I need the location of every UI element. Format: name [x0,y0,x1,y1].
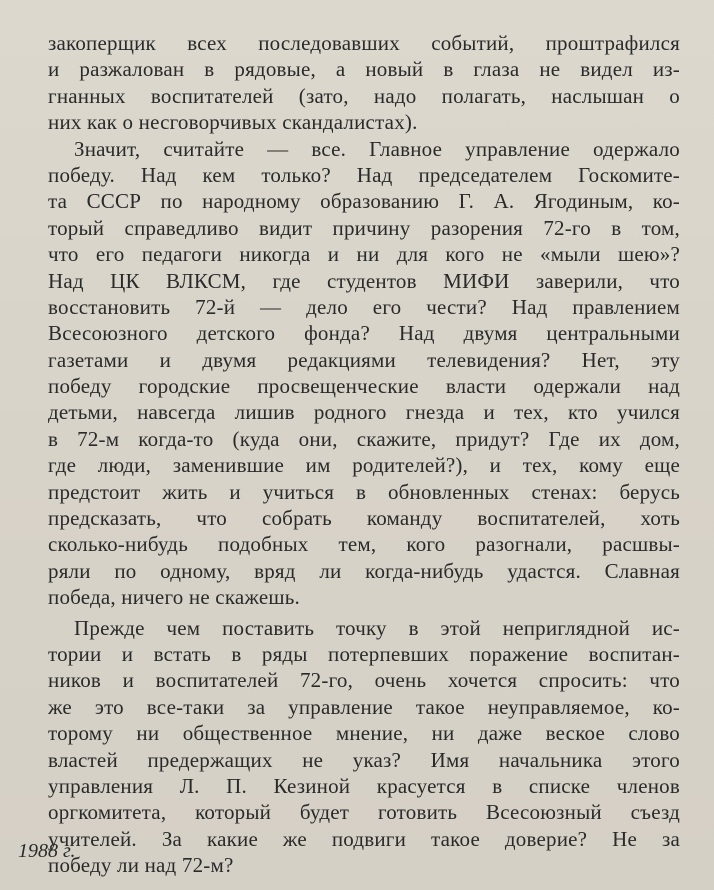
text-line: газетами и двумя редакциями телевидения? Нет, эту [48,347,680,372]
text-line: победа, ничего не скажешь. [48,585,300,610]
text-line: же это все-таки за управление такое неуправляемое, ко- [48,694,680,719]
text-line: учителей. За какие же подвиги такое доверие? Не за [48,826,680,851]
text-line: тории и встать в ряды потерпевших поражение воспитан- [48,641,680,666]
text-line: победу. Над кем только? Над председателем Госкомите- [48,162,680,187]
article-text [48,30,680,879]
text-line: предсказать, что собрать команду воспитателей, хоть [48,506,680,531]
text-line: и разжалован в рядовые, а новый в глаза не видел из- [48,57,680,82]
text-line: что его педагоги никогда и ни для кого не «мыли шею»? [48,242,680,267]
text-line: торому ни общественное мнение, ни даже веское слово [48,721,680,746]
text-line: управления Л. П. Кезиной красуется в списке членов [48,773,680,798]
paragraph [48,30,680,136]
text-line: ряли по одному, вряд ли когда-нибудь удастся. Славная [48,558,680,583]
text-line: Всесоюзного детского фонда? Над двумя центральными [48,321,680,346]
text-line: них как о несговорчивых скандалистах). [48,110,418,135]
text-line: предстоит жить и учиться в обновленных стенах: берусь [48,479,680,504]
text-line: та СССР по народному образованию Г. А. Ягодиным, ко- [48,189,680,214]
text-line: оргкомитета, который будет готовить Всесоюзный съезд [48,800,680,825]
text-line: ников и воспитателей 72-го, очень хочется спросить: что [48,668,680,693]
text-line: Над ЦК ВЛКСМ, где студентов МИФИ заверили, что [48,268,680,293]
text-line: победу ли над 72-м? [48,853,234,878]
text-line: победу городские просвещенческие власти одержали над [48,374,680,399]
paragraph [48,136,680,611]
text-line: детьми, навсегда лишив родного гнезда и тех, кто учился [48,400,680,425]
paragraph [48,615,680,879]
text-line: восстановить 72-й — дело его чести? Над правлением [48,294,680,319]
text-line: сколько-нибудь подобных тем, кого разогнали, расшвы- [48,532,680,557]
text-line: закоперщик всех последовавших событий, проштрафился [48,31,680,55]
text-line: Прежде чем поставить точку в этой неприглядной ис- [74,615,680,640]
text-line: торый справедливо видит причину разорения 72-го в том, [48,215,680,240]
text-line: где люди, заменившие им родителей?), и тех, кому еще [48,453,680,478]
text-line: гнанных воспитателей (зато, надо полагать, наслышан о [48,83,680,108]
text-line: властей предержащих не указ? Имя начальника этого [48,747,680,772]
text-line: Значит, считайте — все. Главное управление одержало [74,136,680,161]
text-line: в 72-м когда-то (куда они, скажите, придут? Где их дом, [48,426,680,451]
date-signature: 1988 г. [18,840,76,862]
